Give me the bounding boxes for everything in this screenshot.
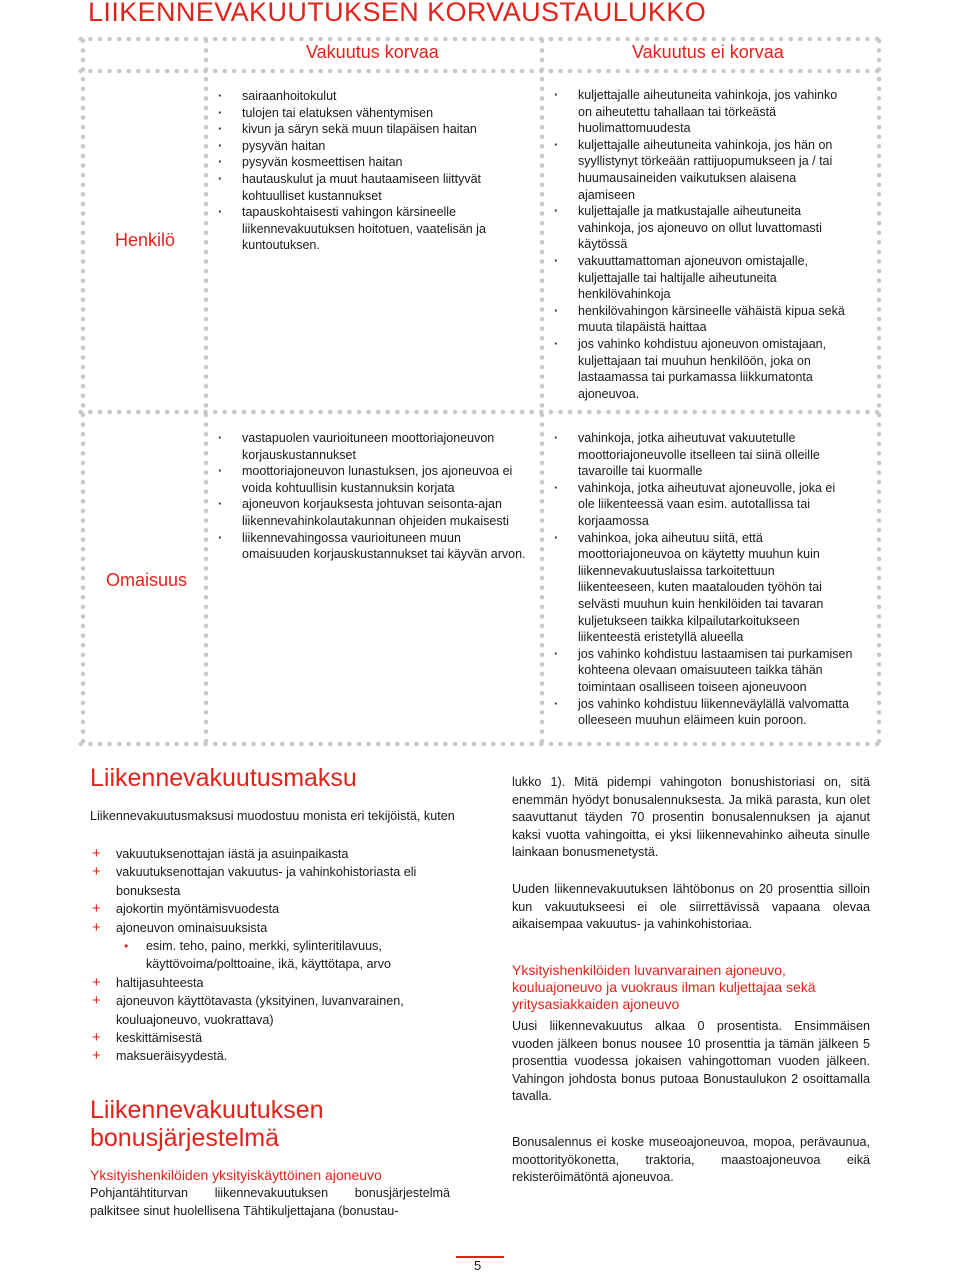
grid-line-header: [76, 68, 884, 74]
property-not-covered-list: [552, 430, 854, 729]
list-item: · kivun ja säryn sekä muun tilapäisen haitan: [218, 122, 477, 137]
bullet-icon: •: [124, 939, 129, 954]
list-item: · vahinkoa, joka aiheutuu siitä, että moottoriajoneuvoa on käytetty muuhun kuin liikennevakuutuslaissa tarkoitettuun liikenteeseen, kuten maatalouden työhön tai selvästi muuhun kuin henkilöiden tai tavaran kuljetukseen taikka kilpailutarkoitukseen liikenteestä eristetyllä alueella: [554, 530, 824, 645]
list-item: · vahinkoja, jotka aiheutuvat vakuutetulle moottoriajoneuvolle itselleen tai siinä olleille tavaroille tai kuormalle: [554, 431, 820, 479]
bonus-subhead-2: Yksityishenkilöiden luvanvarainen ajoneuvo, kouluajoneuvo ja vuokraus ilman kuljettajaa sekä yritysasiakkaiden ajoneuvo: [512, 962, 816, 1012]
grid-line-bottom: [76, 741, 884, 747]
page-title: LIIKENNEVAKUUTUKSEN KORVAUSTAULUKKO: [88, 0, 707, 27]
bonus-paragraph-start: Pohjantähtiturvan liikennevakuutuksen bonusjärjestelmä palkitsee sinut huolellisena Tähtikuljettajana (bonustau-: [90, 1186, 450, 1218]
list-item: + haltijasuhteesta: [92, 973, 204, 991]
maksu-factor-list: [90, 845, 470, 1066]
list-item: + ajoneuvon ominaisuuksista: [92, 918, 268, 936]
plus-icon: +: [92, 1047, 101, 1065]
list-item: · ajoneuvon korjauksesta johtuvan seisonta-ajan liikennevahinkolautakunnan ohjeiden mukaisesti: [218, 497, 509, 528]
plus-icon: +: [92, 845, 101, 862]
bonus-paragraph-exclusions: Bonusalennus ei koske museoajoneuvoa, mopoa, perävaunua, moottorityökonetta, traktoria, maastoajoneuvoa eikä rekisteröimätöntä ajoneuvoa.: [512, 1135, 870, 1185]
section-title-bonus-line1: Liikennevakuutuksen: [90, 1096, 324, 1124]
list-item: + vakuutuksenottajan iästä ja asuinpaikasta: [92, 845, 349, 862]
bonus-subhead: Yksityishenkilöiden yksityiskäyttöinen ajoneuvo: [90, 1167, 382, 1183]
list-item: · kuljettajalle aiheutuneita vahinkoja, jos vahinko on aiheutettu tahallaan tai törkeästä huolimattomuudesta: [554, 88, 838, 136]
plus-icon: +: [92, 973, 101, 991]
grid-line-right: [876, 36, 882, 747]
list-item: · jos vahinko kohdistuu liikenneväylällä valvomattа olleeseen muuhun eläimeen kuin poroon.: [554, 696, 849, 728]
plus-icon: +: [92, 992, 101, 1010]
list-item: + vakuutuksenottajan vakuutus- ja vahinkohistoriasta eli bonuksesta: [92, 863, 417, 898]
row-label-person: Henkilö: [115, 230, 176, 250]
column-header-covered: Vakuutus korvaa: [306, 42, 439, 62]
plus-icon: +: [92, 900, 101, 918]
list-item: · jos vahinko kohdistuu ajoneuvon omistajaan, kuljettajaan tai muuhun henkilöön, joka on lastaamassa tai purkamassa liikkumatonta ajoneuvoa.: [554, 336, 827, 401]
list-item: · sairaanhoitokulut: [218, 89, 337, 103]
plus-icon: +: [92, 1029, 101, 1047]
section-title-maksu: Liikennevakuutusmaksu: [90, 764, 357, 792]
list-item: · liikennevahingossa vaurioituneen muun omaisuuden korjauskustannukset tai käyvän arvon.: [218, 530, 526, 562]
plus-icon: +: [92, 863, 101, 881]
list-item: · pysyvän kosmeettisen haitan: [218, 155, 403, 170]
bonus-paragraph-rules: Uusi liikennevakuutus alkaa 0 prosentista. Ensimmäisen vuoden jälkeen bonus nousee 10 prosenttia ja tämän jälkeen 5 prosenttia vuodessa jokaisen vahingottoman vuoden jälkeen. Vahingon johdosta bonus putoaa Bonustaulukon 2 osoittamalla tavalla.: [512, 1019, 870, 1104]
grid-line-left: [80, 36, 86, 747]
row-label-property: Omaisuus: [106, 570, 188, 590]
list-item: · vakuuttamattoman ajoneuvon omistajalle, kuljettajalle tai haltijalle aiheutuneita henkilövahinkoja: [554, 253, 808, 302]
section-title-bonus-line2: bonusjärjestelmä: [90, 1124, 279, 1152]
grid-line-col2: [539, 36, 545, 747]
list-subitem: • esim. teho, paino, merkki, sylinteritilavuus, käyttövoima/polttoaine, ikä, käyttötapa, arvo: [124, 939, 392, 972]
bonus-paragraph-cont: lukko 1). Mitä pidempi vahingoton bonushistoriasi on, sitä enemmän hyödyt bonusalennuksesta. Ja mikä parasta, kun olet saavuttanut täyden 70 prosentin bonusalennuksen ja ajanut kaksi vuotta vahingoitta, ei yksi liikennevahinko aiheuta sinulle lainkaan bonusmenetystä.: [512, 775, 870, 860]
list-item: · moottoriajoneuvon lunastuksen, jos ajoneuvoa ei voida kohtuullisin kustannuksin korjata: [218, 464, 513, 495]
page-number: 5: [474, 1258, 482, 1273]
list-item: · pysyvän haitan: [218, 138, 326, 153]
bonus-paragraph-start-bonus: Uuden liikennevakuutuksen lähtöbonus on 20 prosenttia silloin kun vakuutukseesi ei ole siirrettävissä vapaana olevaa aikaisempaa vakuutus- ja vahinkohistoriaa.: [512, 882, 870, 932]
list-item: + keskittämisestä: [92, 1029, 203, 1047]
list-item: · tapauskohtaisesti vahingon kärsineelle liikennevakuutuksen hoitotuen, vaatelisän ja kuntoutuksen.: [218, 205, 486, 253]
list-item: + ajokortin myöntämisvuodesta: [92, 900, 280, 918]
grid-line-middle: [76, 409, 884, 415]
person-covered-list: [216, 88, 528, 254]
plus-icon: +: [92, 918, 101, 936]
person-not-covered-list: [552, 87, 854, 402]
list-item: · kuljettajalle ja matkustajalle aiheutuneita vahinkoja, jos ajoneuvo on ollut luvattomasti käytössä: [554, 204, 822, 252]
list-item: · vahinkoja, jotka aiheutuvat ajoneuvolle, joka ei ole liikenteessä vaan esim. autotallissa tai korjaamossa: [554, 480, 836, 528]
property-covered-list: [216, 430, 528, 563]
column-header-not-covered: Vakuutus ei korvaa: [632, 42, 784, 62]
maksu-intro: Liikennevakuutusmaksusi muodostuu monista eri tekijöistä, kuten: [90, 809, 455, 823]
list-item: · hautauskulut ja muut hautaamiseen liittyvät kohtuulliset kustannukset: [218, 171, 482, 203]
section-title-bonus: [90, 1096, 324, 1152]
list-item: · jos vahinko kohdistuu lastaamisen tai purkamisen kohteena olevaan omaisuuteen taikka tähän toimintaan osalliseen toiseen ajoneuvoon: [554, 646, 853, 694]
list-item: · henkilövahingon kärsineelle vähäistä kipua sekä muuta tilapäistä haittaa: [554, 303, 845, 335]
list-item: · vastapuolen vaurioituneen moottoriajoneuvon korjauskustannukset: [218, 431, 495, 462]
grid-line-col1: [203, 36, 209, 747]
list-item: + ajoneuvon käyttötavasta (yksityinen, luvanvarainen, kouluajoneuvo, vuokrattava): [92, 992, 404, 1027]
list-item: + maksueräisyydestä.: [92, 1047, 228, 1065]
list-item: · tulojen tai elatuksen vähentymisen: [218, 105, 434, 120]
list-item: · kuljettajalle aiheutuneita vahinkoja, jos hän on syyllistynyt törkeään rattijuopumukseen ja / tai huumausaineiden vaikutuksen alaisena ajamiseen: [554, 137, 833, 202]
